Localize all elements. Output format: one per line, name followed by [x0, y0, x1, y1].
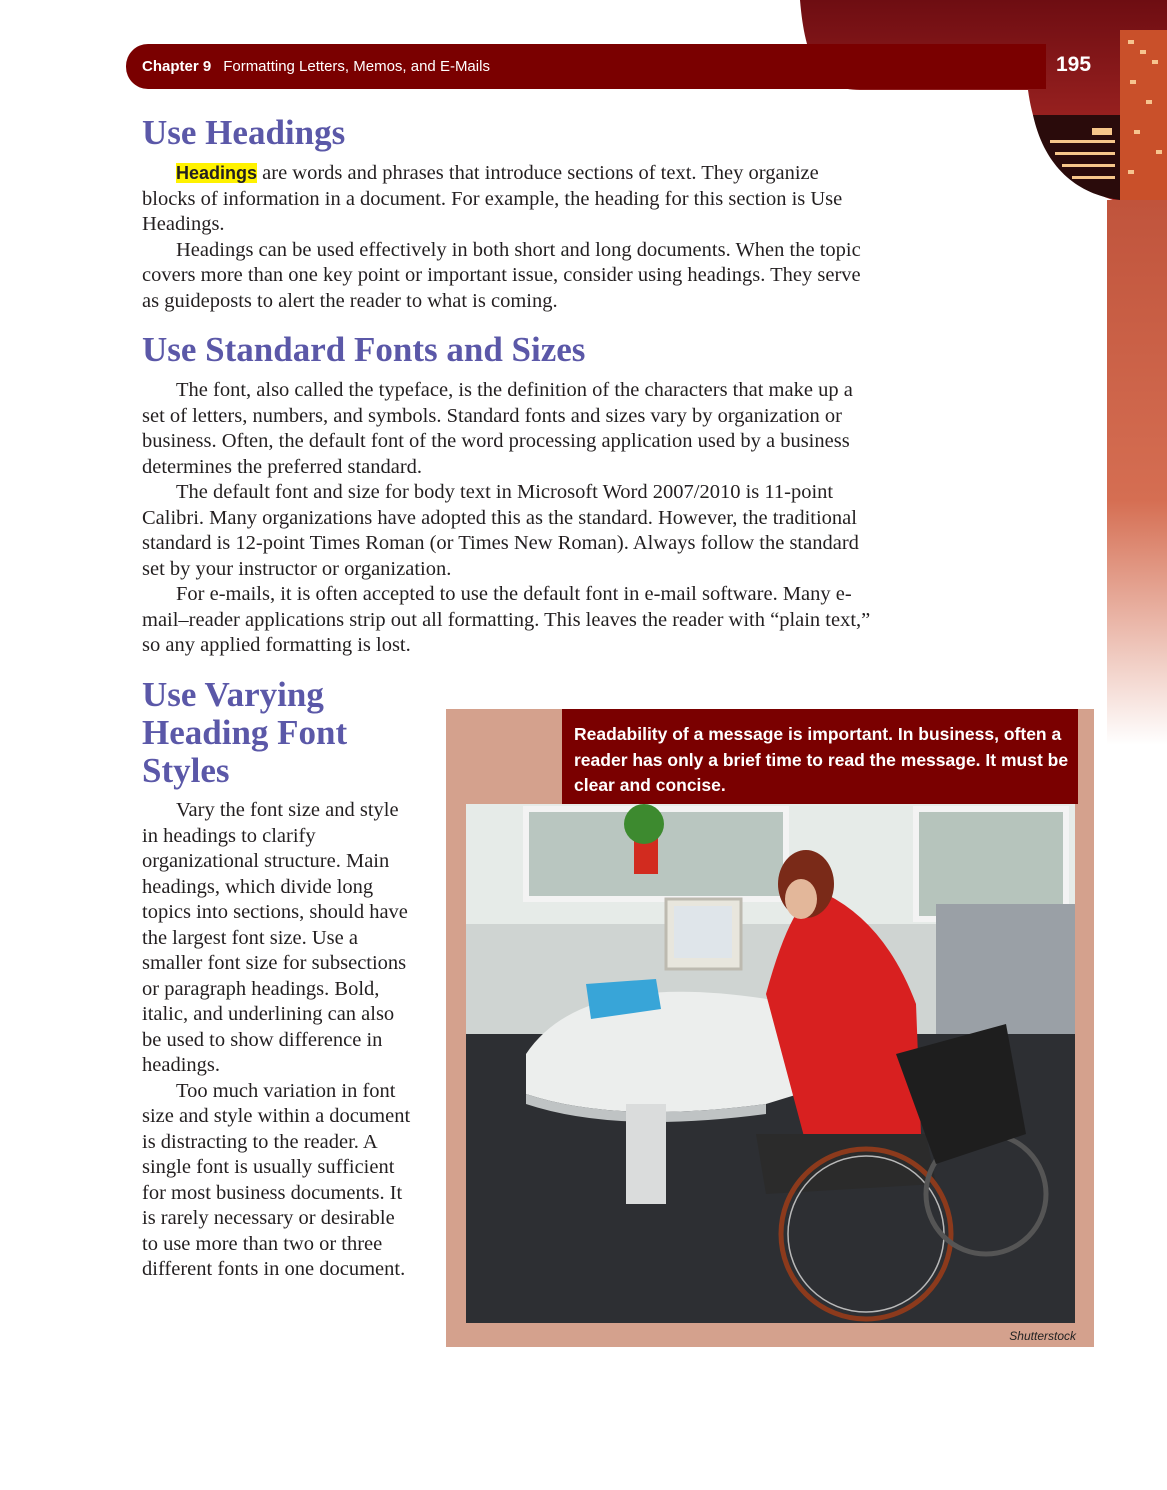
- chapter-header: [142, 58, 490, 75]
- paragraph: Vary the font size and style in headings to clarify organizational structure. Main headings, which divide long topics into sections, should have the largest font size. Use a smaller font size for subsections or paragraph headings. Bold, italic, and underlining can also be used to show difference in headings.: [142, 799, 408, 1076]
- photo-credit: Shutterstock: [1009, 1329, 1076, 1343]
- chapter-title: Formatting Letters, Memos, and E-Mails: [223, 58, 490, 75]
- section-use-headings: [142, 161, 872, 314]
- figure: [446, 709, 1094, 1347]
- page-edge-strip: [1107, 200, 1167, 745]
- page-number: 195: [1056, 53, 1092, 76]
- paragraph: Headings can be used effectively in both short and long documents. When the topic covers more than one key point or important issue, consider using headings. They serve as guideposts to alert the reader to what is coming.: [142, 238, 861, 312]
- heading-varying-fonts: Use Varying Heading Font Styles: [142, 675, 348, 790]
- paragraph-text: are words and phrases that introduce sections of text. They organize blocks of information in a document. For example, the heading for this section is Use Headings.: [142, 162, 843, 235]
- paragraph: For e-mails, it is often accepted to use the default font in e-mail software. Many e-mail–reader applications strip out all formatting. This leaves the reader with “plain text,” so any applied formatting is lost.: [142, 583, 871, 656]
- figure-caption: Readability of a message is important. In business, often a reader has only a brief time to read the message. It must be clear and concise.: [562, 709, 1078, 804]
- office-photo: [466, 804, 1075, 1323]
- heading-use-headings: Use Headings: [142, 113, 346, 152]
- section-varying-fonts: [142, 798, 414, 1283]
- paragraph: The default font and size for body text in Microsoft Word 2007/2010 is 11-point Calibri. Many organizations have adopted this as the standard. However, the traditional standard is 12-point Times Roman (or Times New Roman). Always follow the standard set by your instructor or organization.: [142, 481, 859, 580]
- paragraph: The font, also called the typeface, is the definition of the characters that make up a set of letters, numbers, and symbols. Standard fonts and sizes vary by organization or business. Often, the default font of the word processing application used by a business determines the preferred standard.: [142, 379, 853, 478]
- paragraph: Too much variation in font size and style within a document is distracting to the reader. A single font is usually sufficient for most business documents. It is rarely necessary or desirable to use more than two or three different fonts in one document.: [142, 1079, 411, 1280]
- highlighted-term: Headings: [176, 163, 258, 183]
- section-standard-fonts: [142, 378, 877, 659]
- chapter-number: Chapter 9: [142, 58, 212, 75]
- heading-standard-fonts: Use Standard Fonts and Sizes: [142, 330, 586, 369]
- paragraph: [142, 161, 872, 238]
